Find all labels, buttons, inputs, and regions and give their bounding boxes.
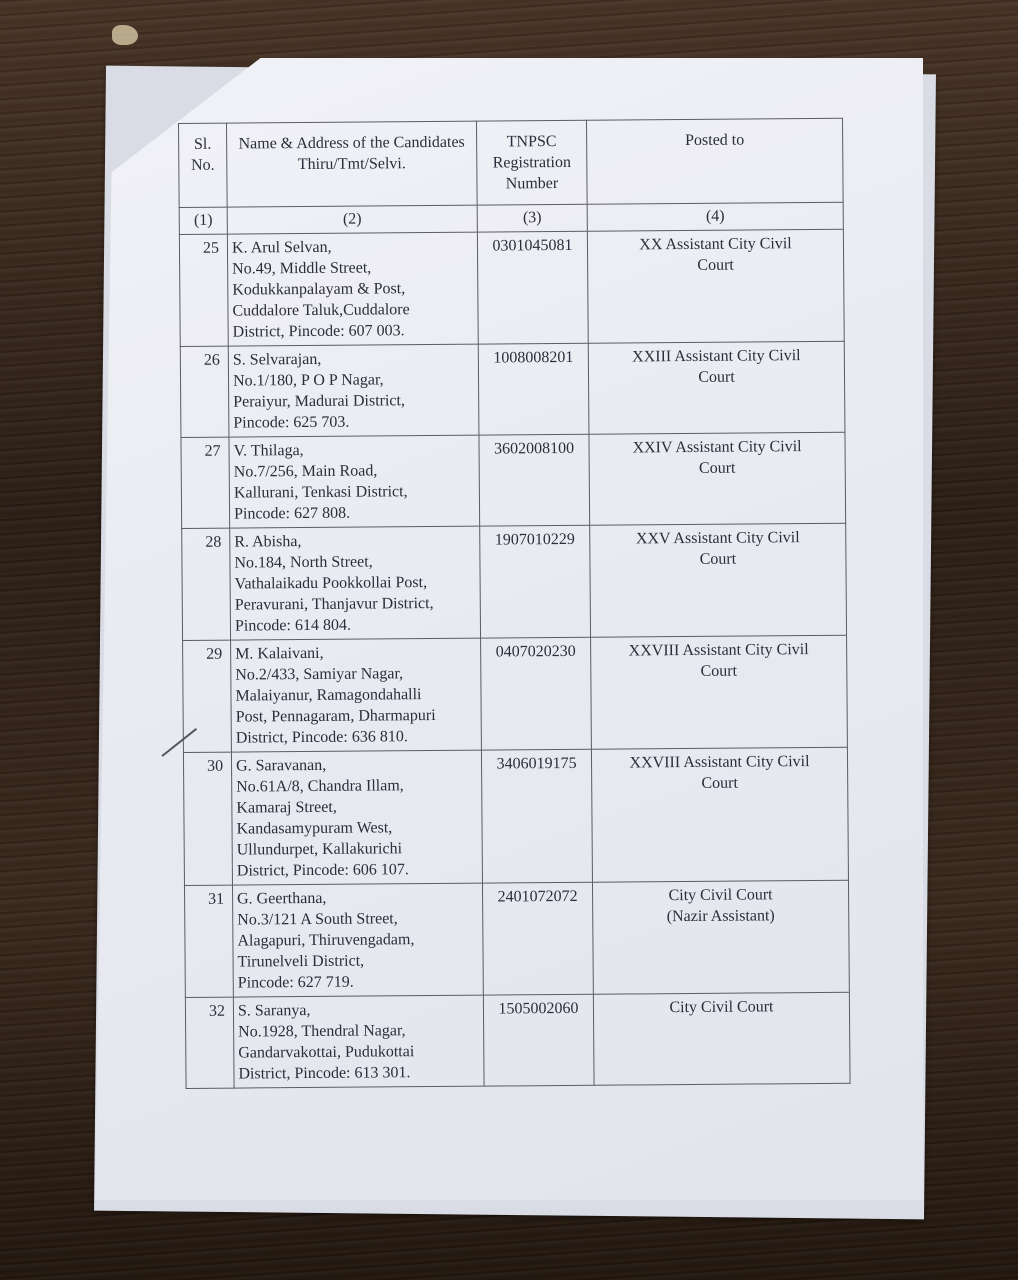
candidate-address bbox=[228, 344, 479, 437]
col-num-2: (2) bbox=[227, 205, 477, 234]
posted-to-line: XXIV Assistant City Civil bbox=[632, 438, 802, 457]
table-row bbox=[181, 432, 846, 528]
posted-to-line: XXVIII Assistant City Civil bbox=[629, 753, 810, 772]
candidate-name: R. Abisha, bbox=[234, 533, 302, 551]
candidate-name: G. Saravanan, bbox=[235, 756, 327, 775]
candidate-address bbox=[231, 750, 482, 885]
registration-number: 0301045081 bbox=[477, 231, 588, 344]
registration-number: 1008008201 bbox=[478, 343, 589, 435]
registration-number: 3406019175 bbox=[481, 749, 592, 883]
posted-to bbox=[590, 523, 847, 637]
posted-to-line: City Civil Court bbox=[669, 998, 774, 1017]
posted-to-line: Court bbox=[700, 662, 738, 680]
address-line: No.2/433, Samiyar Nagar, bbox=[235, 665, 404, 684]
posted-to-line: Court bbox=[697, 256, 734, 274]
sl-number-text: 31 bbox=[208, 890, 225, 908]
header-sl: Sl. No. bbox=[179, 123, 228, 207]
posted-to-line: Court bbox=[698, 459, 736, 477]
wood-spot bbox=[112, 25, 138, 45]
address-line: No.1928, Thendral Nagar, bbox=[238, 1022, 406, 1041]
address-line: District, Pincode: 607 003. bbox=[232, 322, 405, 341]
posted-to bbox=[588, 341, 845, 434]
registration-number: 0407020230 bbox=[481, 637, 592, 750]
posted-to-line: City Civil Court bbox=[668, 886, 773, 905]
sl-number-text: 25 bbox=[202, 239, 220, 257]
address-line: Kamaraj Street, bbox=[236, 798, 337, 817]
table-body bbox=[179, 229, 850, 1088]
registration-number: 1907010229 bbox=[480, 525, 591, 638]
address-line: No.1/180, P O P Nagar, bbox=[232, 371, 384, 390]
address-line: Peravurani, Thanjavur District, bbox=[234, 595, 434, 614]
col-num-4: (4) bbox=[587, 202, 843, 231]
sl-number-text: 29 bbox=[206, 645, 223, 663]
sl-number bbox=[181, 437, 230, 528]
address-line: Pincode: 614 804. bbox=[234, 616, 352, 635]
table-row bbox=[180, 341, 845, 437]
sl-number bbox=[180, 346, 229, 437]
registration-number: 1505002060 bbox=[483, 994, 594, 1086]
header-registration: TNPSC Registration Number bbox=[476, 120, 587, 205]
address-line: Malaiyanur, Ramagondahalli bbox=[235, 686, 422, 705]
candidate-address bbox=[231, 638, 482, 752]
address-line: No.7/256, Main Road, bbox=[233, 462, 378, 481]
address-line: District, Pincode: 613 301. bbox=[238, 1064, 411, 1083]
sl-number bbox=[182, 528, 231, 640]
header-row bbox=[179, 118, 844, 207]
sl-number-text: 27 bbox=[204, 442, 221, 460]
address-line: Kandasamypuram West, bbox=[236, 819, 393, 838]
address-line: Ullundurpet, Kallakurichi bbox=[236, 840, 403, 859]
candidate-address bbox=[227, 232, 478, 346]
posted-to bbox=[592, 880, 849, 994]
address-line: Kodukkanpalayam & Post, bbox=[232, 280, 406, 299]
address-line: Cuddalore Taluk,Cuddalore bbox=[232, 301, 410, 320]
table-row bbox=[184, 880, 849, 997]
candidate-address bbox=[233, 995, 484, 1088]
candidate-address bbox=[229, 435, 480, 528]
posted-to-line: XXVIII Assistant City Civil bbox=[628, 641, 809, 660]
address-line: Post, Pennagaram, Dharmapuri bbox=[235, 706, 436, 726]
posted-to bbox=[593, 992, 850, 1085]
posting-table-document bbox=[178, 118, 850, 1089]
address-line: Vathalaikadu Pookkollai Post, bbox=[234, 574, 428, 593]
posted-to-line: (Nazir Assistant) bbox=[666, 907, 775, 926]
address-line: Gandarvakottai, Pudukottai bbox=[238, 1043, 415, 1062]
candidate-address bbox=[232, 883, 483, 997]
posted-to bbox=[589, 432, 846, 525]
posted-to-line: Court bbox=[699, 550, 737, 568]
posted-to bbox=[587, 229, 844, 343]
sl-number-text: 26 bbox=[203, 351, 220, 369]
table-row bbox=[182, 523, 847, 640]
address-line: Peraiyur, Madurai District, bbox=[233, 392, 406, 411]
address-line: No.49, Middle Street, bbox=[232, 259, 372, 278]
posted-to bbox=[591, 747, 848, 882]
candidate-name: M. Kalaivani, bbox=[235, 644, 324, 663]
address-line: Pincode: 625 703. bbox=[233, 413, 350, 432]
sl-number bbox=[183, 640, 232, 752]
address-line: Pincode: 627 719. bbox=[237, 973, 354, 992]
table-row bbox=[179, 229, 844, 346]
sl-number bbox=[184, 885, 233, 997]
address-line: Alagapuri, Thiruvengadam, bbox=[237, 931, 415, 950]
col-num-1: (1) bbox=[179, 207, 227, 234]
col-num-3: (3) bbox=[477, 204, 587, 232]
address-line: Kallurani, Tenkasi District, bbox=[233, 483, 408, 502]
address-line: No.184, North Street, bbox=[234, 553, 373, 572]
posted-to-line: Court bbox=[701, 774, 738, 792]
candidate-name: S. Saranya, bbox=[237, 1001, 311, 1020]
address-line: Pincode: 627 808. bbox=[234, 504, 351, 523]
sl-number-text: 32 bbox=[208, 1002, 226, 1020]
posted-to-line: XXIII Assistant City Civil bbox=[632, 347, 801, 366]
header-posted-to: Posted to bbox=[586, 118, 843, 204]
registration-number: 3602008100 bbox=[479, 434, 590, 526]
posted-to-line: XXV Assistant City Civil bbox=[635, 529, 800, 548]
address-line: No.3/121 A South Street, bbox=[237, 910, 398, 929]
address-line: District, Pincode: 606 107. bbox=[236, 861, 409, 880]
posting-table bbox=[178, 118, 851, 1089]
sl-number bbox=[185, 997, 234, 1088]
address-line: District, Pincode: 636 810. bbox=[235, 728, 408, 747]
registration-number: 2401072072 bbox=[482, 882, 593, 995]
candidate-name: G. Geerthana, bbox=[237, 889, 327, 908]
table-row bbox=[185, 992, 850, 1088]
posted-to bbox=[591, 635, 848, 749]
candidate-name: K. Arul Selvan, bbox=[231, 238, 332, 257]
posted-to-line: XX Assistant City Civil bbox=[639, 235, 792, 254]
header-name-address: Name & Address of the Candidates Thiru/Tmt/Selvi. bbox=[227, 121, 478, 207]
posted-to-line: Court bbox=[698, 368, 735, 386]
candidate-address bbox=[230, 526, 481, 640]
sl-number-text: 28 bbox=[205, 533, 222, 551]
sl-number bbox=[179, 234, 228, 346]
address-line: Tirunelveli District, bbox=[237, 952, 365, 971]
candidate-name: V. Thilaga, bbox=[233, 442, 304, 460]
address-line: No.61A/8, Chandra Illam, bbox=[236, 777, 404, 796]
sl-number bbox=[183, 752, 232, 885]
sl-number-text: 30 bbox=[206, 757, 224, 775]
candidate-name: S. Selvarajan, bbox=[232, 350, 322, 369]
table-row bbox=[183, 747, 848, 885]
table-row bbox=[183, 635, 848, 752]
